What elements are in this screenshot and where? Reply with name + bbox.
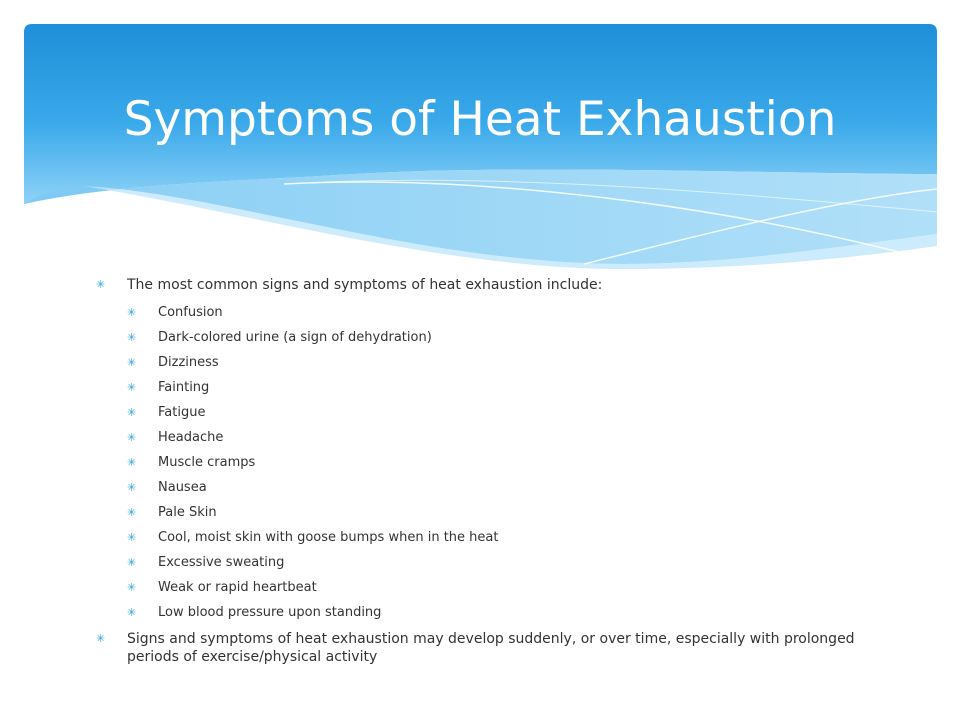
star-bullet-icon: ✳ xyxy=(96,278,106,291)
list-item xyxy=(127,375,886,400)
list-item xyxy=(127,550,886,575)
star-bullet-icon: ✳ xyxy=(127,431,137,444)
slide-title: Symptoms of Heat Exhaustion xyxy=(123,92,837,147)
star-bullet-icon: ✳ xyxy=(127,506,137,519)
star-bullet-icon: ✳ xyxy=(127,381,137,394)
list-item xyxy=(127,600,886,625)
list-item xyxy=(127,325,886,350)
list-item xyxy=(127,525,886,550)
symptom-list xyxy=(96,300,886,625)
star-bullet-icon: ✳ xyxy=(127,531,137,544)
star-bullet-icon: ✳ xyxy=(96,632,106,645)
intro-bullet xyxy=(96,276,886,294)
list-item xyxy=(127,450,886,475)
symptom-text: Muscle cramps xyxy=(158,455,256,470)
closing-text: Signs and symptoms of heat exhaustion may develop suddenly, or over time, especially with prolonged periods of exercise/physical activity xyxy=(127,631,855,665)
star-bullet-icon: ✳ xyxy=(127,556,137,569)
star-bullet-icon: ✳ xyxy=(127,456,137,469)
star-bullet-icon: ✳ xyxy=(127,331,137,344)
symptom-text: Dark-colored urine (a sign of dehydration) xyxy=(158,330,432,345)
intro-text: The most common signs and symptoms of heat exhaustion include: xyxy=(127,277,603,293)
symptom-text: Weak or rapid heartbeat xyxy=(158,580,317,595)
star-bullet-icon: ✳ xyxy=(127,306,137,319)
header-banner xyxy=(24,24,937,274)
star-bullet-icon: ✳ xyxy=(127,406,137,419)
symptom-text: Cool, moist skin with goose bumps when in the heat xyxy=(158,530,499,545)
slide-content xyxy=(96,276,886,666)
list-item xyxy=(127,475,886,500)
symptom-text: Pale Skin xyxy=(158,505,217,520)
symptom-text: Low blood pressure upon standing xyxy=(158,605,382,620)
list-item xyxy=(127,425,886,450)
star-bullet-icon: ✳ xyxy=(127,481,137,494)
symptom-text: Fatigue xyxy=(158,405,206,420)
symptom-text: Excessive sweating xyxy=(158,555,285,570)
symptom-text: Confusion xyxy=(158,305,223,320)
star-bullet-icon: ✳ xyxy=(127,356,137,369)
list-item xyxy=(127,350,886,375)
symptom-text: Nausea xyxy=(158,480,207,495)
list-item xyxy=(127,300,886,325)
star-bullet-icon: ✳ xyxy=(127,606,137,619)
symptom-text: Dizziness xyxy=(158,355,219,370)
symptom-text: Headache xyxy=(158,430,224,445)
list-item xyxy=(127,500,886,525)
symptom-text: Fainting xyxy=(158,380,210,395)
closing-bullet xyxy=(96,630,886,666)
star-bullet-icon: ✳ xyxy=(127,581,137,594)
header-wave-graphic xyxy=(24,24,937,274)
list-item xyxy=(127,575,886,600)
list-item xyxy=(127,400,886,425)
